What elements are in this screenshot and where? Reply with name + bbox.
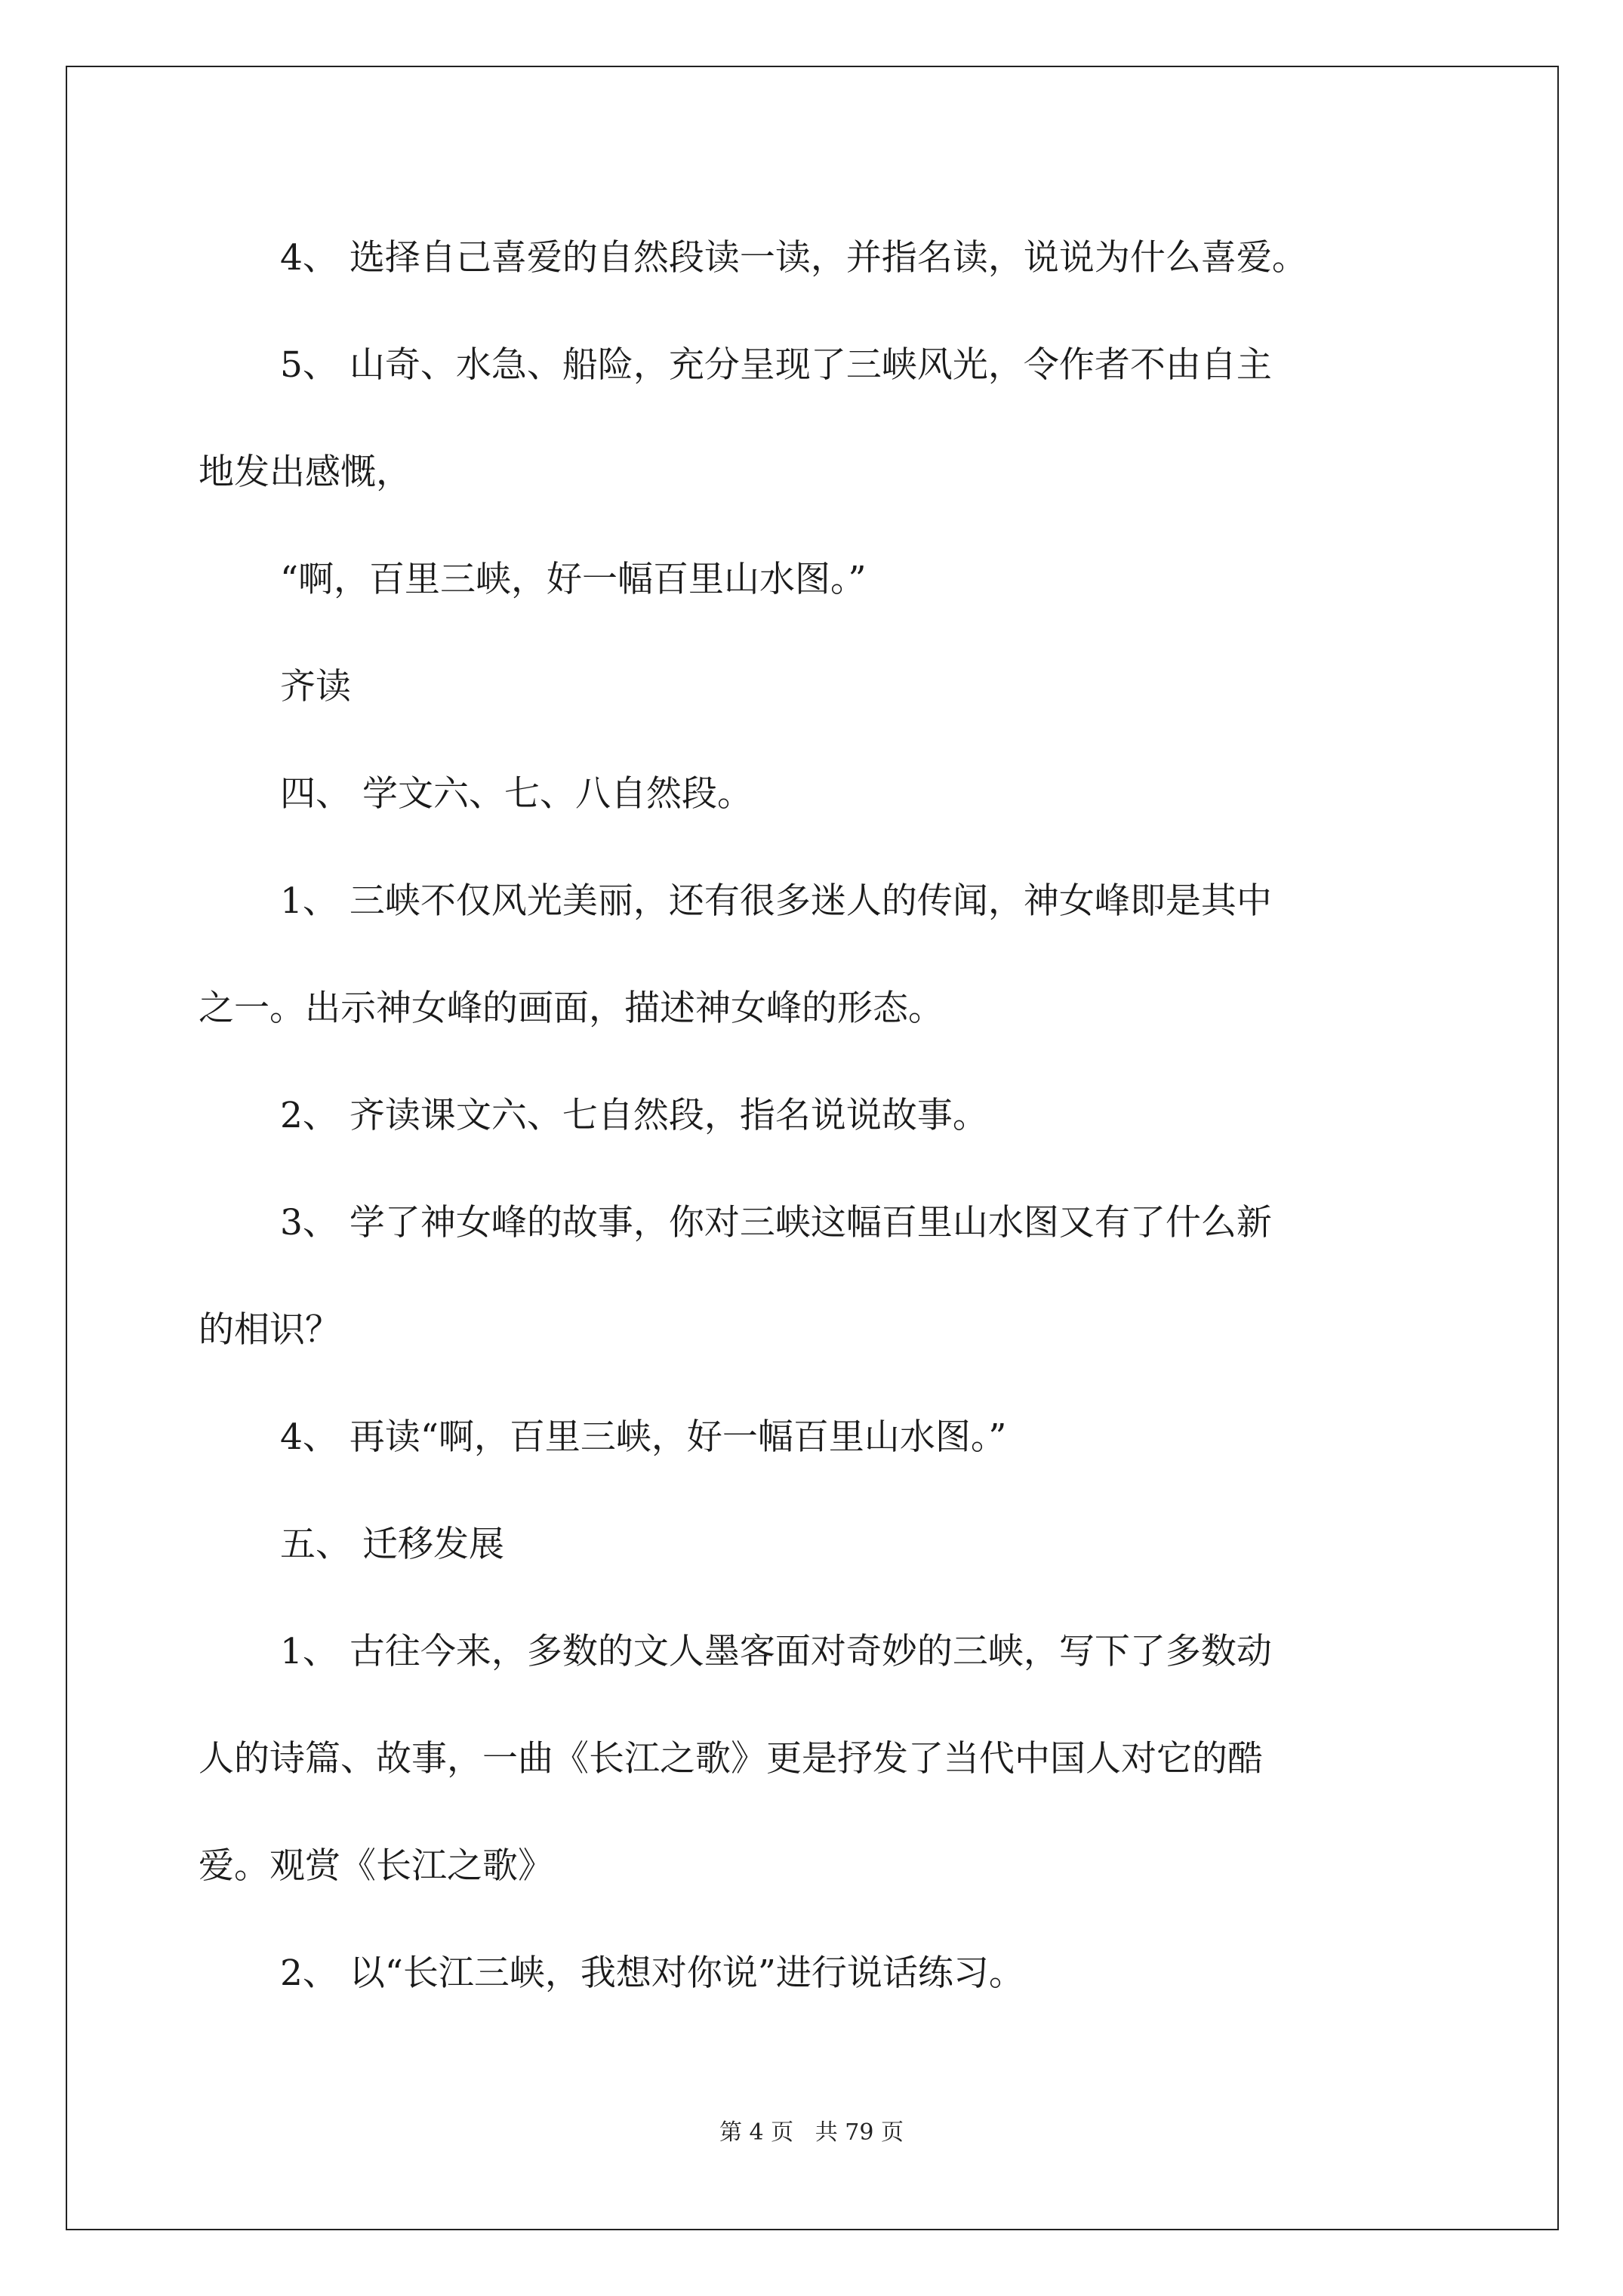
- text-line: 人的诗篇、故事，一曲《长江之歌》更是抒发了当代中国人对它的酷: [199, 1738, 1263, 1780]
- text-line: 1、 三峡不仅风光美丽，还有很多迷人的传闻，神女峰即是其中: [280, 880, 1272, 922]
- text-line: 爱。观赏《长江之歌》: [199, 1845, 553, 1887]
- text-line: 5、 山奇、水急、船险，充分呈现了三峡风光，令作者不由自主: [280, 344, 1272, 386]
- page-number: 第 4 页 共 79 页: [719, 2119, 904, 2146]
- text-line: 3、 学了神女峰的故事，你对三峡这幅百里山水图又有了什么新: [280, 1202, 1272, 1244]
- text-line: 齐读: [280, 666, 351, 707]
- text-line: 之一。出示神女峰的画面，描述神女峰的形态。: [199, 988, 944, 1029]
- text-line: 的相识？: [199, 1309, 340, 1351]
- text-line: 4、 再读“啊，百里三峡，好一幅百里山水图。”: [280, 1416, 1007, 1458]
- text-line: 2、 齐读课文六、七自然段，指名说说故事。: [280, 1095, 988, 1136]
- text-line: 2、 以“长江三峡，我想对你说”进行说话练习。: [280, 1952, 1024, 1994]
- text-line: 四、 学文六、七、八自然段。: [280, 773, 753, 815]
- text-line: 4、 选择自己喜爱的自然段读一读，并指名读，说说为什么喜爱。: [280, 237, 1307, 279]
- text-line: 1、 古往今来，多数的文人墨客面对奇妙的三峡，写下了多数动: [280, 1631, 1272, 1672]
- text-line: 五、 迁移发展: [280, 1524, 504, 1565]
- page-border: [66, 66, 1559, 2230]
- text-line: “啊，百里三峡，好一幅百里山水图。”: [280, 559, 867, 600]
- text-line: 地发出感慨，: [199, 451, 411, 493]
